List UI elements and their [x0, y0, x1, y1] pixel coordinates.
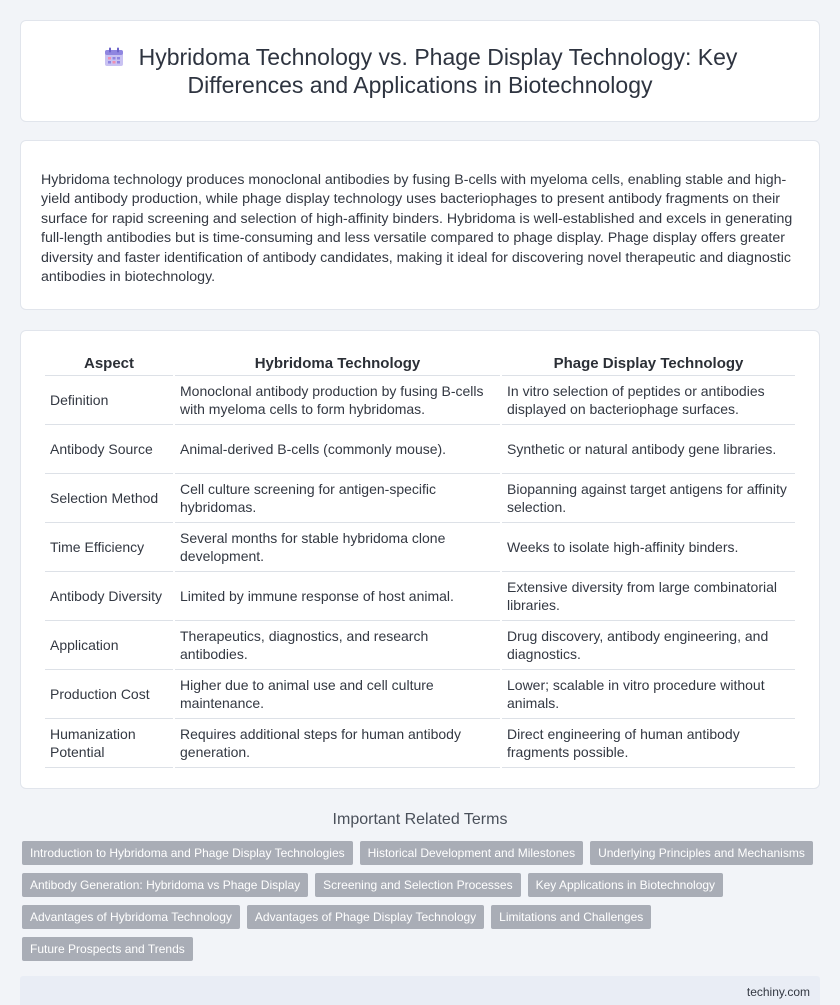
cell-aspect: Humanization Potential	[45, 719, 173, 768]
footer	[20, 976, 820, 1005]
related-term-tag[interactable]: Future Prospects and Trends	[22, 937, 193, 961]
related-term-tag[interactable]: Historical Development and Milestones	[360, 841, 583, 865]
cell-hybridoma: Several months for stable hybridoma clone development.	[175, 523, 500, 572]
cell-aspect: Time Efficiency	[45, 523, 173, 572]
column-header-hybridoma: Hybridoma Technology	[175, 349, 500, 376]
summary-card	[20, 140, 820, 310]
table-row	[45, 474, 795, 523]
column-header-aspect: Aspect	[45, 349, 173, 376]
cell-aspect: Antibody Diversity	[45, 572, 173, 621]
table-row	[45, 425, 795, 474]
cell-phage: Biopanning against target antigens for affinity selection.	[502, 474, 795, 523]
related-terms-tags	[0, 841, 840, 961]
cell-aspect: Application	[45, 621, 173, 670]
page-title	[61, 43, 779, 99]
column-header-phage: Phage Display Technology	[502, 349, 795, 376]
cell-hybridoma: Animal-derived B-cells (commonly mouse).	[175, 425, 500, 474]
related-term-tag[interactable]: Advantages of Phage Display Technology	[247, 905, 484, 929]
comparison-table-card	[20, 330, 820, 789]
cell-hybridoma: Higher due to animal use and cell culture maintenance.	[175, 670, 500, 719]
calendar-icon	[103, 46, 125, 68]
related-term-tag[interactable]: Antibody Generation: Hybridoma vs Phage Display	[22, 873, 308, 897]
table-row	[45, 572, 795, 621]
cell-phage: Drug discovery, antibody engineering, and diagnostics.	[502, 621, 795, 670]
table-row	[45, 523, 795, 572]
cell-phage: Synthetic or natural antibody gene libraries.	[502, 425, 795, 474]
cell-aspect: Selection Method	[45, 474, 173, 523]
related-terms-section	[0, 811, 840, 961]
cell-hybridoma: Therapeutics, diagnostics, and research antibodies.	[175, 621, 500, 670]
cell-phage: Direct engineering of human antibody fragments possible.	[502, 719, 795, 768]
cell-hybridoma: Monoclonal antibody production by fusing B-cells with myeloma cells to form hybridomas.	[175, 376, 500, 425]
cell-phage: Weeks to isolate high-affinity binders.	[502, 523, 795, 572]
cell-phage: Extensive diversity from large combinatorial libraries.	[502, 572, 795, 621]
related-term-tag[interactable]: Introduction to Hybridoma and Phage Display Technologies	[22, 841, 353, 865]
cell-phage: Lower; scalable in vitro procedure without animals.	[502, 670, 795, 719]
cell-hybridoma: Requires additional steps for human antibody generation.	[175, 719, 500, 768]
related-term-tag[interactable]: Underlying Principles and Mechanisms	[590, 841, 813, 865]
related-term-tag[interactable]: Screening and Selection Processes	[315, 873, 520, 897]
table-row	[45, 376, 795, 425]
table-row	[45, 621, 795, 670]
table-row	[45, 670, 795, 719]
table-row	[45, 719, 795, 768]
related-terms-title: Important Related Terms	[332, 811, 508, 829]
related-term-tag[interactable]: Limitations and Challenges	[491, 905, 651, 929]
cell-phage: In vitro selection of peptides or antibodies displayed on bacteriophage surfaces.	[502, 376, 795, 425]
footer-site-link[interactable]: techiny.com	[746, 985, 810, 1000]
related-term-tag[interactable]: Advantages of Hybridoma Technology	[22, 905, 240, 929]
summary-text: Hybridoma technology produces monoclonal antibodies by fusing B-cells with myeloma cells, enabling stable and high-yield antibody production, while phage display technology uses bacteriophages to present antibody fragments on their surface for rapid screening and selection of high-affinity binders. Hybridoma is well-established and excels in generating full-length antibodies but is time-consuming and less versatile compared to phage display. Phage display offers greater diversity and faster identification of antibody candidates, making it ideal for discovering novel therapeutic and diagnostic antibodies in biotechnology.	[41, 172, 793, 286]
cell-aspect: Production Cost	[45, 670, 173, 719]
title-card	[20, 20, 820, 122]
cell-aspect: Definition	[45, 376, 173, 425]
comparison-table	[43, 349, 797, 768]
cell-hybridoma: Limited by immune response of host animal.	[175, 572, 500, 621]
cell-aspect: Antibody Source	[45, 425, 173, 474]
page-title-text: Hybridoma Technology vs. Phage Display Technology: Key Differences and Applications in Biotechnology	[138, 44, 738, 98]
cell-hybridoma: Cell culture screening for antigen-specific hybridomas.	[175, 474, 500, 523]
table-header-row	[45, 349, 795, 376]
table-body	[45, 376, 795, 768]
related-term-tag[interactable]: Key Applications in Biotechnology	[528, 873, 723, 897]
